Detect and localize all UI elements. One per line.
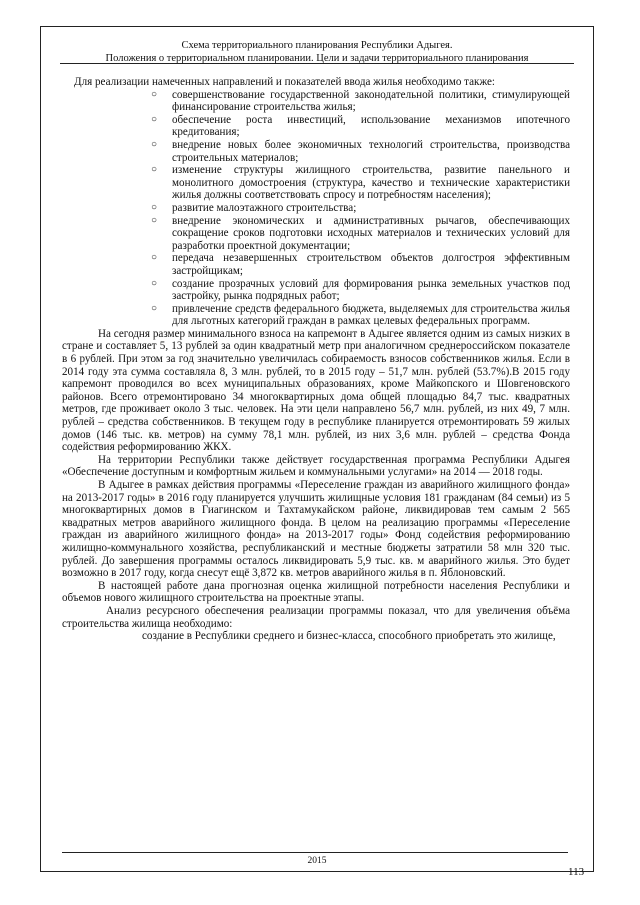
- list-item: ○ создание прозрачных условий для формирования рынка земельных участков под застройку, рынка подрядных работ;: [151, 277, 570, 303]
- circle-bullet-icon: ○: [151, 164, 158, 176]
- circle-bullet-icon: ○: [151, 201, 158, 213]
- analysis-paragraph: Анализ ресурсного обеспечения реализации программы показал, что для увеличения объёма строительства жилища необходимо:: [62, 604, 570, 630]
- state-program-paragraph: На территории Республики также действует государственная программа Республики Адыгея «Обеспечение доступным и комфортным жильем и коммунальными услугами» на 2014 — 2018 годы.: [62, 453, 570, 479]
- circle-bullet-icon: ○: [151, 88, 158, 100]
- circle-bullet-icon: ○: [151, 138, 158, 150]
- list-item: ○ совершенствование государственной законодательной политики, стимулирующей финансирование строительства жилья;: [151, 88, 570, 114]
- circle-bullet-icon: ○: [151, 214, 158, 226]
- list-item: ○ внедрение экономических и административных рычагов, обеспечивающих сокращение сроков подготовки исходных материалов и технических условий для разработки проектной документации;: [151, 214, 570, 252]
- circle-bullet-icon: ○: [151, 277, 158, 289]
- header-line-1: Схема территориального планирования Республики Адыгея.: [181, 40, 453, 51]
- header-line-2: Положения о территориальном планировании. Цели и задачи территориального планирования: [105, 53, 529, 64]
- circle-bullet-icon: ○: [151, 302, 158, 314]
- list-item: ○ развитие малоэтажного строительства;: [151, 201, 357, 214]
- list-item: ○ передача незавершенных строительством объектов долгостроя эффективным застройщикам;: [151, 252, 570, 277]
- page-number: 113: [568, 866, 585, 878]
- footer-year: 2015: [307, 856, 327, 866]
- intro-paragraph: Для реализации намеченных направлений и показателей ввода жилья необходимо также:: [74, 76, 495, 88]
- footer-rule: [62, 852, 568, 853]
- capital-repair-paragraph: На сегодня размер минимального взноса на капремонт в Адыгее является одним из самых низких в стране и составляет 5, 13 рублей за один квадратный метр при аналогичном среднероссийском показателе в 6 рублей. При этом за год значительно увеличилась собираемость взносов собственников жилья. Если в 2014 году эта сумма составляла 8, 3 млн. рублей, то в 2015 году – 51,7 млн. рублей (53.7%).В 2015 году капремонт проводился во всех муниципальных образованиях, кроме Майкопского и Шовгеновского районов. Всего отремонтировано 34 многоквартирных дома общей площадью 84,7 тыс. квадратных метров, где проживает около 3 тыс. человек. На эти цели направлено 56,7 млн. рублей, из них 49, 7 млн. рублей – средства собственников. В текущем году в республике планируется отремонтировать 59 жилых домов (146 тыс. кв. метров) на сумму 78,1 млн. рублей, из них 3,6 млн. рублей – средства Фонда содействия реформированию ЖКХ.: [62, 327, 570, 454]
- page-header: [40, 40, 594, 65]
- forecast-paragraph: В настоящей работе дана прогнозная оценка жилищной потребности населения Республики и объемов нового жилищного строительства на проектные этапы.: [62, 579, 570, 605]
- list-item: ○ внедрение новых более экономичных технологий строительства, производства строительных материалов;: [151, 138, 570, 164]
- resettlement-paragraph: В Адыгее в рамках действия программы «Переселение граждан из аварийного жилищного фонда» на 2013-2017 годы» в 2016 году планируется улучшить жилищные условия 181 гражданам (84 семьи) из 5 многоквартирных домов в Гиагинском и Тахтамукайском районе, ликвидировав тем самым 2 565 квадратных метров аварийного жилищного фонда. В целом на реализацию программы «Переселение граждан из аварийного жилищного фонда» на 2013-2017 годы» Фонд содействия реформированию жилищно-коммунального хозяйства, республиканский и местные бюджеты затратили 58 млн 320 тыс. рублей. До завершения программы осталось ликвидировать 5,9 тыс. кв. м аварийного жилья. Это будет возможно в 2017 году, когда снесут ещё 3,872 кв. метров аварийного жилья в п. Яблоновский.: [62, 479, 570, 580]
- last-line: создание в Республики среднего и бизнес-класса, способного приобретать это жилище,: [142, 630, 556, 643]
- circle-bullet-icon: ○: [151, 252, 158, 264]
- list-item: ○ обеспечение роста инвестиций, использование механизмов ипотечного кредитования;: [151, 113, 570, 139]
- header-rule: [60, 63, 574, 64]
- list-item: ○ изменение структуры жилищного строительства, развитие панельного и монолитного домостроения (структура, качество и технические характеристики жилья должны соответствовать спросу и потребностям населения);: [151, 164, 570, 202]
- document-body: [62, 76, 570, 643]
- circle-bullet-icon: ○: [151, 113, 158, 125]
- list-item: ○ привлечение средств федерального бюджета, выделяемых для строительства жилья для льготных категорий граждан в рамках целевых федеральных программ.: [151, 302, 570, 328]
- measures-list: [62, 89, 570, 328]
